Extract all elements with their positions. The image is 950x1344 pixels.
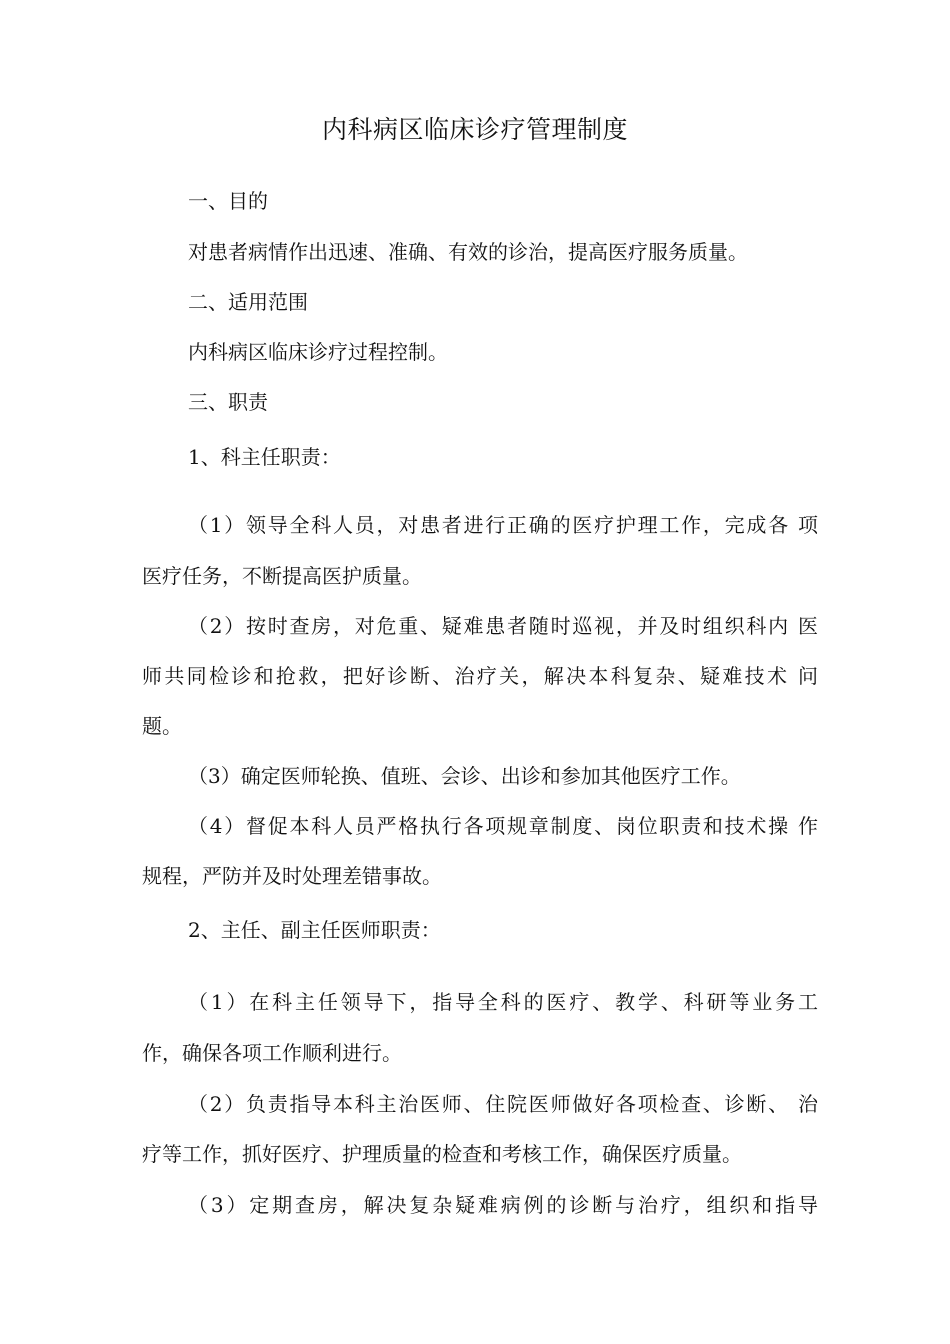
paragraph-line: 题。 xyxy=(142,714,182,738)
paragraph-line: （3）确定医师轮换、值班、会诊、出诊和参加其他医疗工作。 xyxy=(188,764,741,788)
paragraph-line: 作，确保各项工作顺利进行。 xyxy=(142,1041,402,1065)
section-heading-duties: 三、职责 xyxy=(188,390,268,414)
paragraph-line: 规程，严防并及时处理差错事故。 xyxy=(142,864,442,888)
paragraph-purpose: 对患者病情作出迅速、准确、有效的诊治，提高医疗服务质量。 xyxy=(188,240,748,264)
paragraph-line: （1）领导全科人员，对患者进行正确的医疗护理工作，完成各 项 xyxy=(188,513,818,537)
paragraph-scope: 内科病区临床诊疗过程控制。 xyxy=(188,340,448,364)
section-heading-purpose: 一、目的 xyxy=(188,189,268,213)
paragraph-line: 疗等工作，抓好医疗、护理质量的检查和考核工作，确保医疗质量。 xyxy=(142,1142,742,1166)
paragraph-line: （3）定期查房，解决复杂疑难病例的诊断与治疗，组织和指导 xyxy=(188,1193,818,1217)
section-heading-scope: 二、适用范围 xyxy=(188,290,308,314)
paragraph-line: （2）按时查房，对危重、疑难患者随时巡视，并及时组织科内 医 xyxy=(188,614,818,638)
paragraph-line: 师共同检诊和抢救，把好诊断、治疗关，解决本科复杂、疑难技术 问 xyxy=(142,664,818,688)
paragraph-line: 医疗任务，不断提高医护质量。 xyxy=(142,564,422,588)
paragraph-line: （4）督促本科人员严格执行各项规章制度、岗位职责和技术操 作 xyxy=(188,814,818,838)
subsection-heading-director: 1、科主任职责： xyxy=(188,445,341,469)
paragraph-line: （1）在科主任领导下，指导全科的医疗、教学、科研等业务工 xyxy=(188,990,818,1014)
paragraph-line: （2）负责指导本科主治医师、住院医师做好各项检查、诊断、 治 xyxy=(188,1092,818,1116)
subsection-heading-chief-physician: 2、主任、副主任医师职责： xyxy=(188,918,441,942)
document-title: 内科病区临床诊疗管理制度 xyxy=(321,115,628,144)
